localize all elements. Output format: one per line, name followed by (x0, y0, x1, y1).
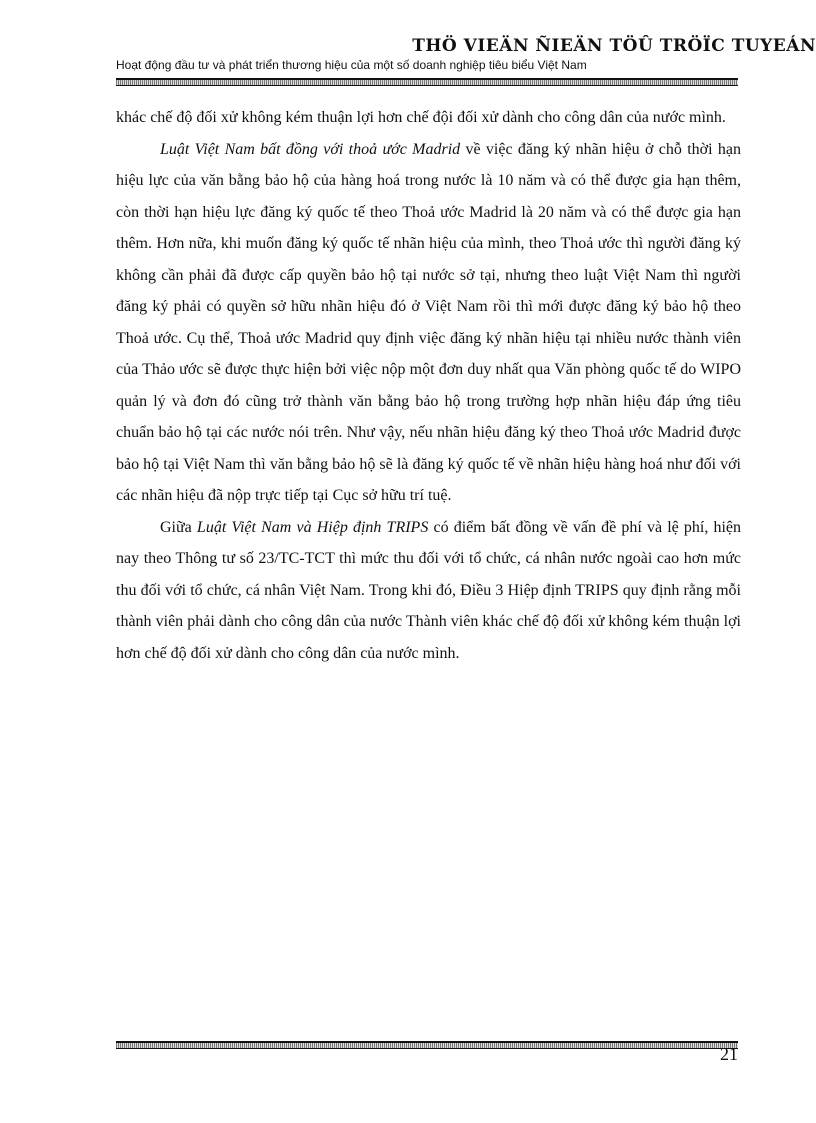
header-rule (116, 78, 738, 86)
running-header-title: Hoạt động đầu tư và phát triển thương hiệu của một số doanh nghiệp tiêu biểu Việt Nam (116, 58, 587, 72)
paragraph-3 (116, 512, 741, 670)
paragraph-3-text: có điểm bất đồng về vấn đề phí và lệ phí, hiện nay theo Thông tư số 23/TC-TCT thì mức thu đối với tổ chức, cá nhân nước ngoài cao hơn mức thu đối với tổ chức, cá nhân Việt Nam. Trong khi đó, Điều 3 Hiệp định TRIPS quy định rằng mỗi thành viên phải dành cho công dân của nước Thành viên khác chế độ đối xử không kém thuận lợi hơn chế độ đối xử dành cho công dân của nước mình. (116, 518, 742, 662)
body-text (116, 102, 741, 669)
footer-rule (116, 1041, 738, 1049)
paragraph-3-italic: Luật Việt Nam và Hiệp định TRIPS (196, 518, 429, 536)
library-watermark: THÖ VIEÄN ÑIEÄN TÖÛ TRÖÏC TUYEÁN (412, 36, 816, 56)
paragraph-2-text: về việc đăng ký nhãn hiệu ở chỗ thời hạn hiệu lực của văn bằng bảo hộ của hàng hoá trong nước là 10 năm và có thể được gia hạn thêm, còn thời hạn hiệu lực đăng ký quốc tế theo Thoả ước Madrid là 20 năm và có thể được gia hạn thêm. Hơn nữa, khi muốn đăng ký quốc tế nhãn hiệu của mình, theo Thoả ước thì người đăng ký không cần phải đã được cấp quyền bảo hộ tại nước sở tại, nhưng theo luật Việt Nam thì người đăng ký phải có quyền sở hữu nhãn hiệu đó ở Việt Nam rồi thì mới được đăng ký bảo hộ theo Thoả ước. Cụ thể, Thoả ước Madrid quy định việc đăng ký nhãn hiệu tại nhiều nước thành viên của Thảo ước sẽ được thực hiện bởi việc nộp một đơn duy nhất qua Văn phòng quốc tế do WIPO quản lý và đơn đó cũng trở thành văn bằng bảo hộ trong trường hợp nhãn hiệu đáp ứng tiêu chuẩn bảo hộ tại các nước nói trên. Như vậy, nếu nhãn hiệu đăng ký theo Thoả ước Madrid được bảo hộ tại Việt Nam thì văn bằng bảo hộ sẽ là đăng ký quốc tế về nhãn hiệu hàng hoá như đối với các nhãn hiệu đã nộp trực tiếp tại Cục sở hữu trí tuệ. (116, 140, 741, 504)
paragraph-3-start: Giữa (160, 518, 197, 536)
paragraph-2-italic-lead: Luật Việt Nam bất đồng với thoả ước Madrid (160, 140, 461, 158)
paragraph-2 (116, 134, 741, 512)
page-number: 21 (720, 1044, 738, 1064)
paragraph-1: khác chế độ đối xử không kém thuận lợi hơn chế đội đối xử dành cho công dân của nước mình. (116, 109, 726, 126)
